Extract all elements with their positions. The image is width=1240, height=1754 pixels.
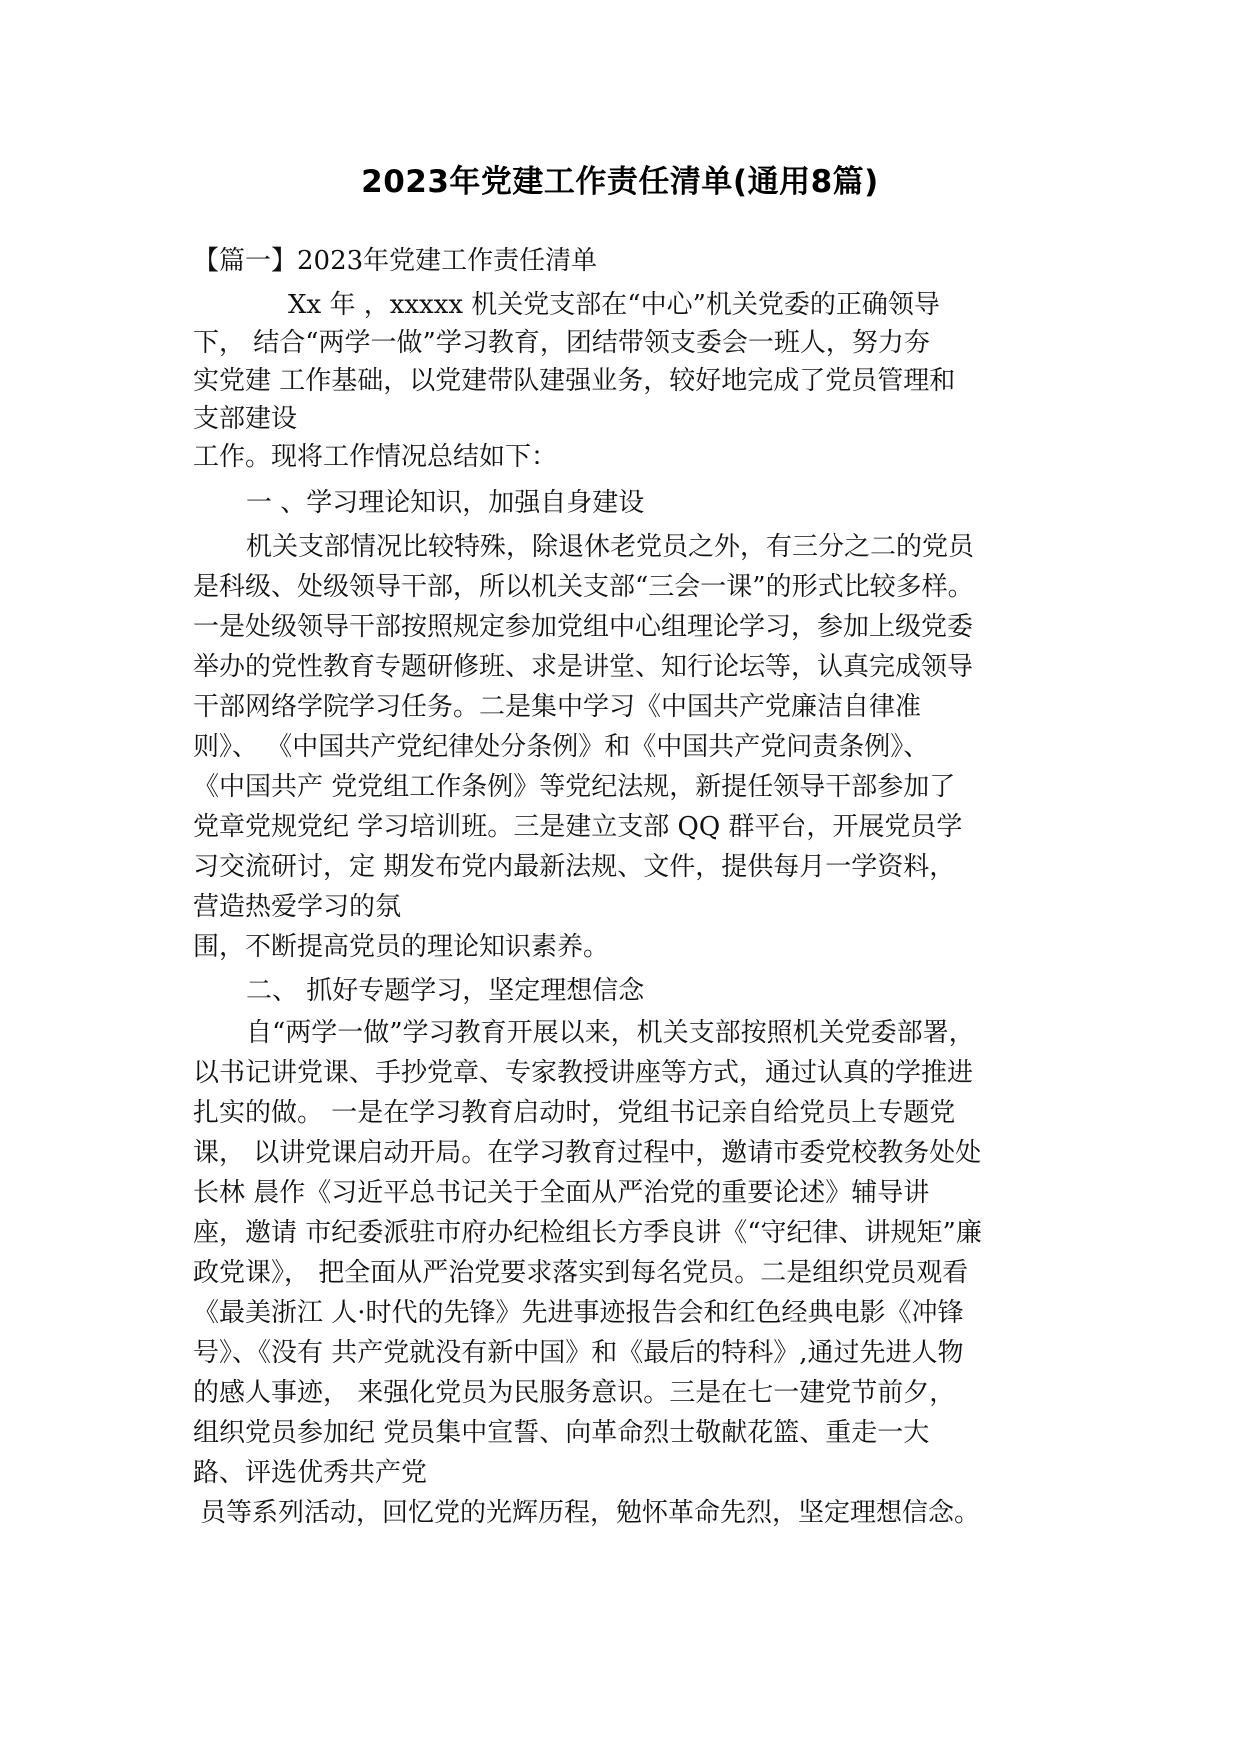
paragraph-line: 政党课》， 把全面从严治党要求落实到每名党员。二是组织党员观看 bbox=[193, 1258, 969, 1288]
paragraph-line: 是科级、处级领导干部，所以机关支部“三会一课”的形式比较多样。 bbox=[193, 572, 974, 602]
paragraph-line: 《最美浙江 人·时代的先锋》先进事迹报告会和红色经典电影《冲锋 bbox=[193, 1298, 964, 1328]
paragraph-line: 组织党员参加纪 党员集中宣誓、向革命烈士敬献花篮、重走一大 bbox=[193, 1418, 930, 1448]
paragraph-line: 营造热爱学习的氛 bbox=[193, 892, 402, 922]
paragraph-line: Xx 年 ，xxxxx 机关党支部在“中心”机关党委的正确领导 bbox=[288, 290, 940, 320]
paragraph-line: 支部建设 bbox=[193, 404, 298, 434]
paragraph-line: 座，邀请 市纪委派驻市府办纪检组长方季良讲《“守纪律、讲规矩”廉 bbox=[193, 1218, 982, 1248]
paragraph-line: 下， 结合“两学一做”学习教育，团结带领支委会一班人，努力夯 bbox=[193, 328, 930, 358]
subsection-heading: 二、 抓好专题学习，坚定理想信念 bbox=[246, 976, 645, 1006]
subsection-heading: 一 、学习理论知识，加强自身建设 bbox=[246, 488, 645, 518]
paragraph-line: 员等系列活动，回忆党的光辉历程，勉怀革命先烈，坚定理想信念。 bbox=[200, 1498, 981, 1528]
paragraph-line: 干部网络学院学习任务。二是集中学习《中国共产党廉洁自律准 bbox=[193, 692, 922, 722]
paragraph-line: 号》、《没有 共产党就没有新中国》和《最后的特科》,通过先进人物 bbox=[193, 1338, 964, 1368]
paragraph-line: 举办的党性教育专题研修班、求是讲堂、知行论坛等，认真完成领导 bbox=[193, 652, 974, 682]
paragraph-line: 课， 以讲党课启动开局。在学习教育过程中，邀请市委党校教务处处 bbox=[193, 1138, 982, 1168]
paragraph-line: 工作。现将工作情况总结如下： bbox=[193, 442, 558, 472]
section-heading: 【篇一】2023年党建工作责任清单 bbox=[193, 246, 598, 276]
paragraph-line: 围，不断提高党员的理论知识素养。 bbox=[193, 932, 610, 962]
paragraph-line: 长林 晨作《习近平总书记关于全面从严治党的重要论述》辅导讲 bbox=[193, 1178, 930, 1208]
paragraph-line: 的感人事迹， 来强化党员为民服务意识。三是在七一建党节前夕， bbox=[193, 1378, 956, 1408]
paragraph-line: 党章党规党纪 学习培训班。三是建立支部 QQ 群平台，开展党员学 bbox=[193, 812, 963, 842]
paragraph-line: 一是处级领导干部按照规定参加党组中心组理论学习，参加上级党委 bbox=[193, 612, 974, 642]
paragraph-line: 路、评选优秀共产党 bbox=[193, 1458, 428, 1488]
paragraph-line: 则》、 《中国共产党纪律处分条例》和《中国共产党问责条例》、 bbox=[193, 732, 930, 762]
paragraph-line: 以书记讲党课、手抄党章、专家教授讲座等方式，通过认真的学推进 bbox=[193, 1058, 974, 1088]
paragraph-line: 扎实的做。 一是在学习教育启动时，党组书记亲自给党员上专题党 bbox=[193, 1098, 956, 1128]
document-title: 2023年党建工作责任清单(通用8篇) bbox=[361, 164, 879, 200]
paragraph-line: 《中国共产 党党组工作条例》等党纪法规，新提任领导干部参加了 bbox=[193, 772, 956, 802]
paragraph-line: 自“两学一做”学习教育开展以来，机关支部按照机关党委部署， bbox=[246, 1018, 975, 1048]
paragraph-line: 实党建 工作基础，以党建带队建强业务，较好地完成了党员管理和 bbox=[193, 366, 956, 396]
paragraph-line: 机关支部情况比较特殊，除退休老党员之外，有三分之二的党员 bbox=[246, 532, 975, 562]
paragraph-line: 习交流研讨，定 期发布党内最新法规、文件，提供每月一学资料， bbox=[193, 852, 956, 882]
